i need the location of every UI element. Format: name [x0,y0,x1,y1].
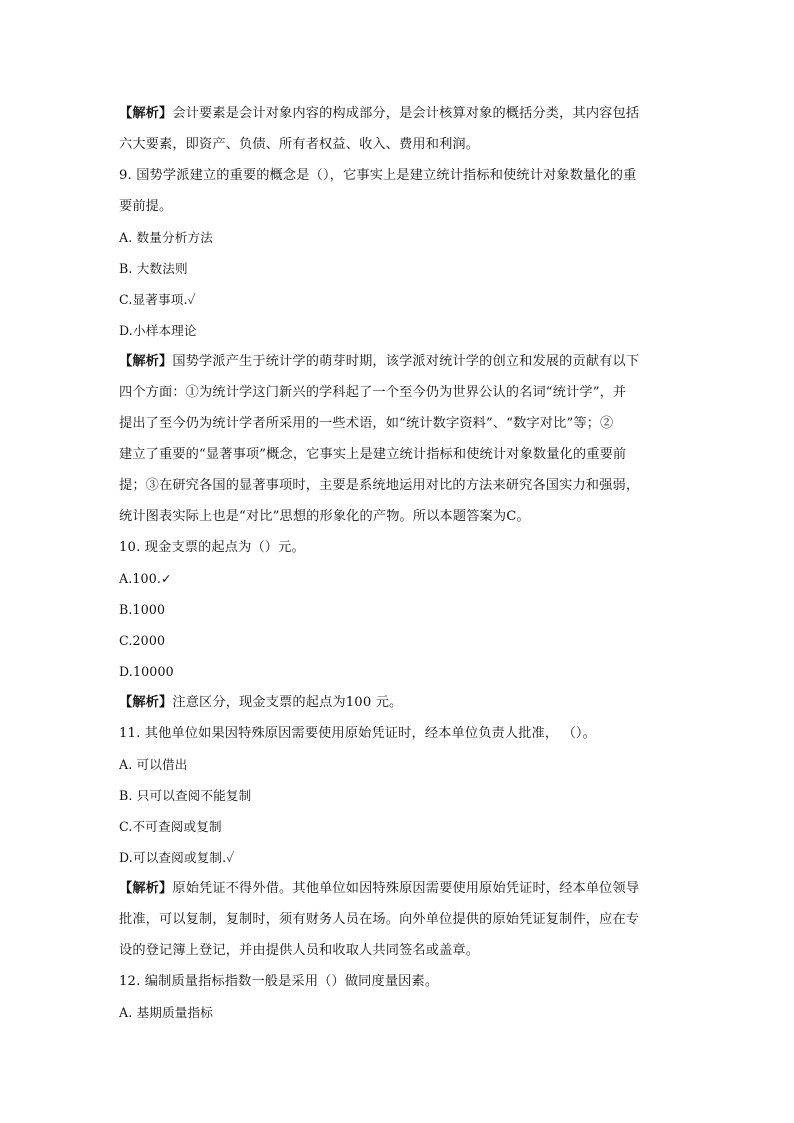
analysis-line [119,98,689,129]
body-text-line: 四个方面：①为统计学这门新兴的学科起了一个至今仍为世界公认的名词“统计学”，并 [119,385,627,400]
body-text-line: 设的登记簿上登记，并由提供人员和收取人共同签名或盖章。 [119,943,480,958]
answer-option: D.小样本理论 [119,323,197,338]
answer-option: A. 数量分析方法 [119,230,214,245]
body-text-line: 建立了重要的“显著事项”概念，它事实上是建立统计指标和使统计对象数量化的重要前 [119,447,627,462]
question-text: 11. 其他单位如果因特殊原因需要使用原始凭证时，经本单位负责人批准， （）。 [119,726,596,741]
analysis-label: 【解析】 [119,354,173,369]
answer-option: B. 只可以查阅不能复制 [119,788,252,803]
answer-option: D.10000 [119,664,174,679]
analysis-text: 会计要素是会计对象内容的构成部分，是会计核算对象的概括分类，其内容包括 [172,106,640,121]
analysis-label: 【解析】 [119,881,173,896]
analysis-label: 【解析】 [119,695,173,710]
question-text: 10. 现金支票的起点为（）元。 [119,540,305,555]
answer-option: C.显著事项.✓ [119,292,196,307]
answer-option: D.可以查阅或复制.✓ [119,850,235,865]
analysis-text: 注意区分，现金支票的起点为100 元。 [172,695,403,710]
analysis-line [119,873,689,904]
analysis-label: 【解析】 [119,106,173,121]
question-text: 12. 编制质量指标指数一般是采用（）做同度量因素。 [119,974,439,989]
question-text: 9. 国势学派建立的重要的概念是（），它事实上是建立统计指标和使统计对象数量化的重 [119,168,637,183]
answer-option: C.不可查阅或复制 [119,819,222,834]
answer-option: B.1000 [119,602,166,617]
analysis-text: 原始凭证不得外借。其他单位如因特殊原因需要使用原始凭证时，经本单位领导 [172,881,640,896]
answer-option: B. 大数法则 [119,261,188,276]
body-text-line: 批准，可以复制，复制时，须有财务人员在场。向外单位提供的原始凭证复制件，应在专 [119,912,640,927]
analysis-text: 国势学派产生于统计学的萌芽时期，该学派对统计学的创立和发展的贡献有以下 [172,354,640,369]
answer-option: A.100.✓ [119,571,172,586]
body-text-line: 提；③在研究各国的显著事项时，主要是系统地运用对比的方法来研究各国实力和强弱， [119,478,640,493]
answer-option: A. 可以借出 [119,757,188,772]
body-text-line: 提出了至今仍为统计学者所采用的一些术语，如“统计数字资料”、“数字对比”等；② [119,416,614,431]
analysis-line [119,346,689,377]
document-content [119,98,689,1028]
answer-option: C.2000 [119,633,166,648]
body-text-line: 要前提。 [119,199,173,214]
body-text-line: 统计图表实际上也是“对比”思想的形象化的产物。所以本题答案为C。 [119,509,530,524]
body-text-line: 六大要素，即资产、负债、所有者权益、收入、费用和利润。 [119,137,480,152]
answer-option: A. 基期质量指标 [119,1005,214,1020]
analysis-line [119,687,689,718]
